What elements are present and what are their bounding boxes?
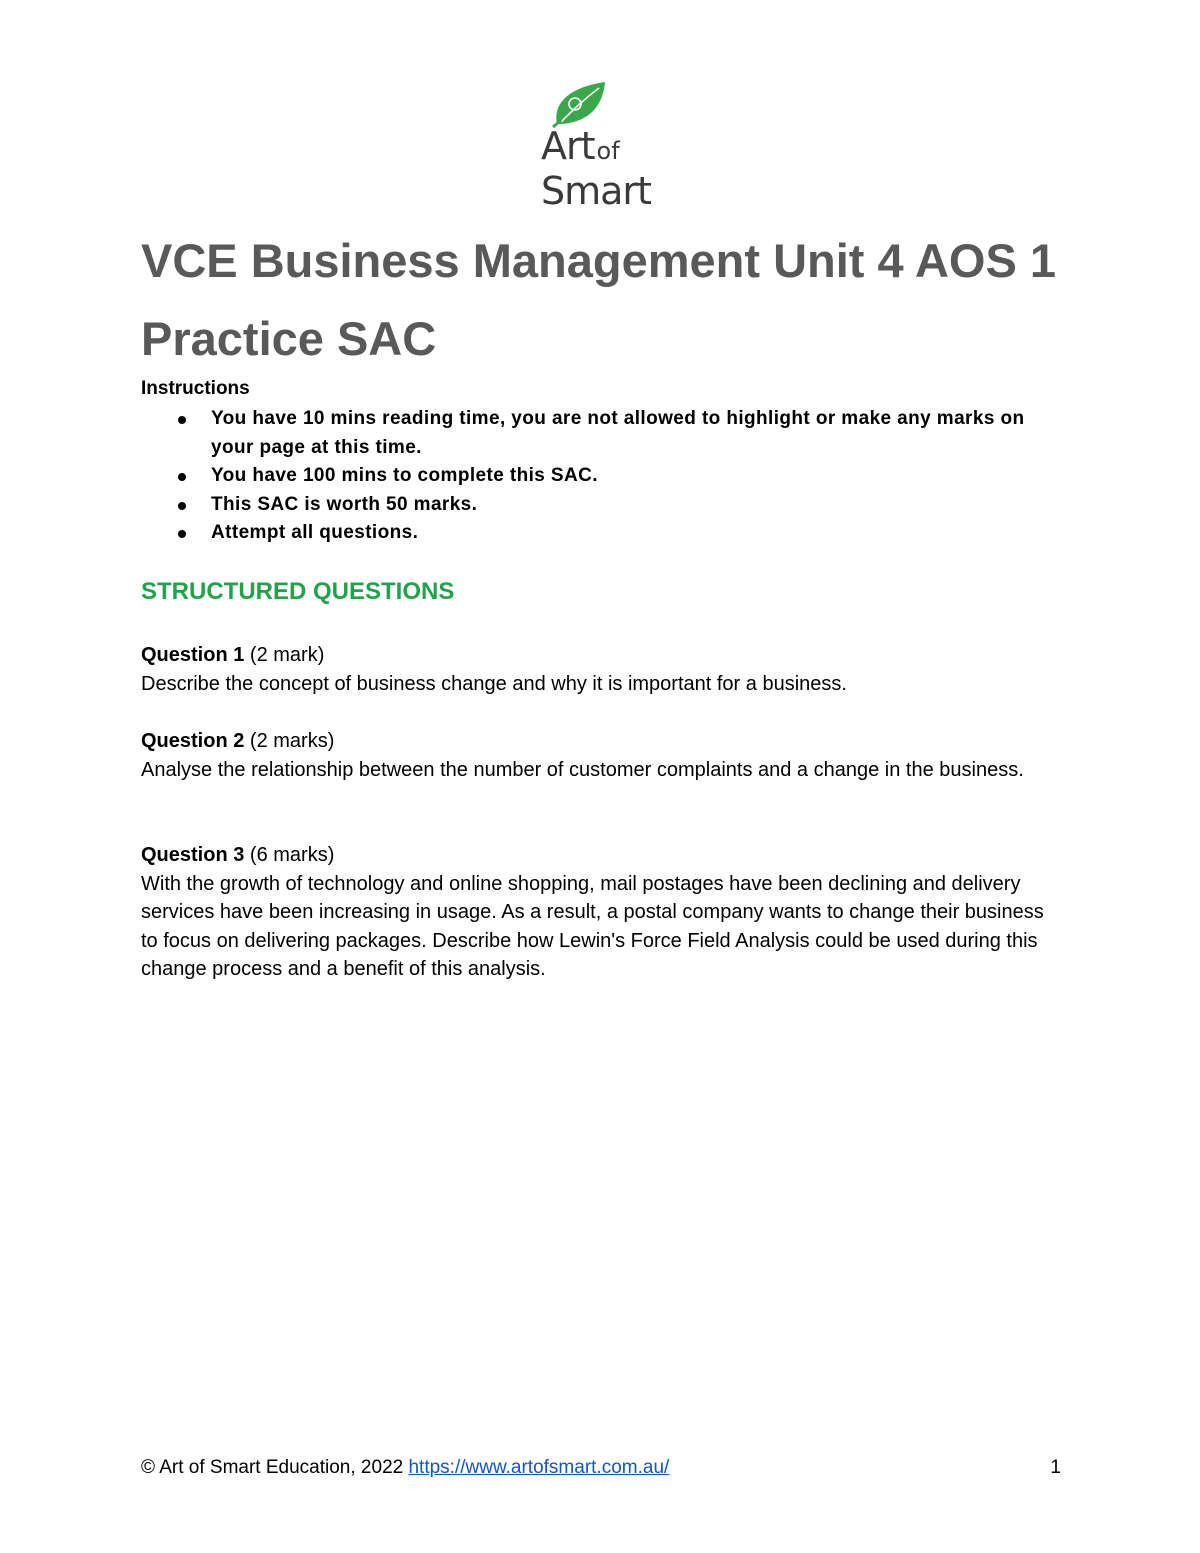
question-label: Question 2 [141,730,245,752]
bullet-icon [178,473,186,481]
footer-copyright: © Art of Smart Education, 2022 [141,1457,404,1478]
leaf-icon [551,80,609,128]
question-text: Describe the concept of business change and why it is important for a business. [141,672,847,695]
instruction-text: Attempt all questions. [211,522,419,543]
logo-text-of: of [596,137,620,165]
question-2 [141,727,1061,784]
question-label: Question 3 [141,844,245,866]
bullet-icon [178,502,186,510]
footer-left [141,1457,669,1479]
footer-link[interactable]: https://www.artofsmart.com.au/ [408,1457,670,1478]
art-of-smart-logo [537,80,667,213]
instruction-item [141,491,1041,520]
instructions-label: Instructions [141,378,250,399]
logo-wordmark [541,126,651,211]
instruction-item [141,405,1041,462]
instruction-item [141,462,1041,491]
section-heading: STRUCTURED QUESTIONS [141,578,455,605]
question-3 [141,841,1061,984]
question-label: Question 1 [141,644,245,666]
bullet-icon [178,530,186,538]
instruction-text: You have 100 mins to complete this SAC. [211,465,598,486]
instruction-text: This SAC is worth 50 marks. [211,493,478,515]
question-marks: (2 marks) [249,730,335,752]
question-marks: (6 marks) [249,844,335,866]
logo-text-smart: Smart [541,169,651,213]
document-title: VCE Business Management Unit 4 AOS 1 Practice SAC [141,234,1056,365]
question-marks: (2 mark) [249,644,325,666]
instruction-item [141,519,1041,548]
question-text: With the growth of technology and online shopping, mail postages have been declining and delivery services have been increasing in usage. As a result, a postal company wants to change their business to focus on delivering packages. Describe how Lewin's Force Field Analysis could be used during this change process and a benefit of this analysis. [141,872,1044,980]
page-number: 1 [1050,1457,1061,1478]
instruction-text: You have 10 mins reading time, you are not allowed to highlight or make any marks on your page at this time. [211,408,1025,458]
question-text: Analyse the relationship between the number of customer complaints and a change in the business. [141,758,1024,781]
bullet-icon [178,416,186,424]
page-footer [141,1457,1061,1479]
question-1 [141,641,1061,698]
instructions-list [141,405,1041,548]
logo-text-art: Art [541,124,595,168]
